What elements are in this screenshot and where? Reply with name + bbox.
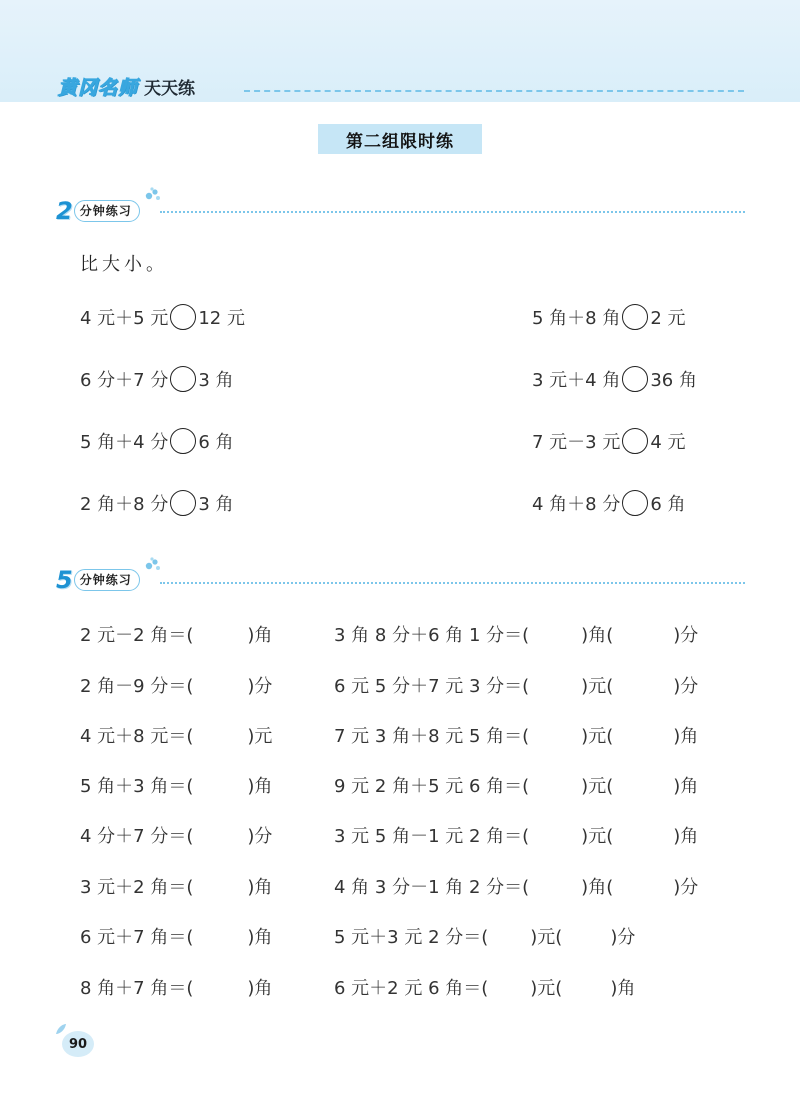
fill-mid: )元(: [530, 978, 563, 999]
fill-item: [334, 772, 698, 798]
fill-mid: )元(: [581, 676, 614, 697]
section1-divider: [160, 211, 745, 213]
fill-expr: 6 元 5 分＋7 元 3 分＝(: [334, 676, 530, 697]
fill-expr: 5 角＋3 角＝(: [80, 776, 194, 797]
compare-item: [532, 426, 686, 456]
fill-item: [334, 923, 635, 949]
fill-item: [80, 672, 272, 698]
compare-left-expr: 7 元－3 元: [532, 432, 621, 453]
compare-left-expr: 4 元＋5 元: [80, 308, 169, 329]
compare-right-value: 3 角: [198, 494, 234, 515]
fill-expr: 4 分＋7 分＝(: [80, 826, 194, 847]
compare-circle[interactable]: [622, 428, 648, 454]
section1-heading: [56, 196, 140, 226]
fill-unit: )分: [673, 625, 699, 646]
fill-expr: 7 元 3 角＋8 元 5 角＝(: [334, 726, 530, 747]
fill-expr: 6 元＋7 角＝(: [80, 927, 194, 948]
fill-item: [80, 621, 272, 647]
fill-expr: 2 角－9 分＝(: [80, 676, 194, 697]
section2-number: 5: [56, 566, 73, 594]
compare-left-expr: 5 角＋4 分: [80, 432, 169, 453]
compare-item: [532, 302, 686, 332]
brand-logo: 黄冈名师: [58, 77, 139, 99]
fill-expr: 4 元＋8 元＝(: [80, 726, 194, 747]
compare-circle[interactable]: [622, 490, 648, 516]
fill-expr: 3 元 5 角－1 元 2 角＝(: [334, 826, 530, 847]
splash-icon: [143, 556, 163, 574]
fill-unit: )分: [673, 877, 699, 898]
compare-right-value: 3 角: [198, 370, 234, 391]
fill-item: [80, 873, 272, 899]
splash-icon: [143, 186, 163, 204]
compare-left-expr: 6 分＋7 分: [80, 370, 169, 391]
fill-item: [334, 722, 698, 748]
compare-item: [80, 302, 245, 332]
fill-unit: )角: [610, 978, 636, 999]
section2-heading: [56, 565, 140, 595]
section2-label: 分钟练习: [74, 569, 140, 591]
fill-item: [334, 672, 698, 698]
section2-divider: [160, 582, 745, 584]
compare-left-expr: 3 元＋4 角: [532, 370, 621, 391]
compare-circle[interactable]: [170, 366, 196, 392]
fill-expr: 8 角＋7 角＝(: [80, 978, 194, 999]
compare-circle[interactable]: [622, 366, 648, 392]
compare-item: [80, 364, 234, 394]
fill-expr: 2 元－2 角＝(: [80, 625, 194, 646]
fill-item: [334, 974, 635, 1000]
compare-item: [80, 426, 234, 456]
page-number: 90: [62, 1031, 94, 1057]
compare-circle[interactable]: [170, 304, 196, 330]
fill-expr: 6 元＋2 元 6 角＝(: [334, 978, 489, 999]
compare-left-expr: 5 角＋8 角: [532, 308, 621, 329]
header-divider: [244, 90, 744, 92]
section1-label: 分钟练习: [74, 200, 140, 222]
compare-right-value: 6 角: [650, 494, 686, 515]
section1-number: 2: [56, 197, 73, 225]
fill-item: [334, 621, 698, 647]
fill-unit: )角: [673, 826, 699, 847]
fill-unit: )角: [673, 726, 699, 747]
fill-unit: )角: [247, 877, 273, 898]
fill-mid: )元(: [530, 927, 563, 948]
compare-item: [532, 364, 697, 394]
fill-item: [80, 974, 272, 1000]
fill-expr: 5 元＋3 元 2 分＝(: [334, 927, 489, 948]
fill-unit: )角: [673, 776, 699, 797]
compare-left-expr: 4 角＋8 分: [532, 494, 621, 515]
fill-unit: )分: [247, 826, 273, 847]
compare-right-value: 4 元: [650, 432, 686, 453]
fill-unit: )分: [247, 676, 273, 697]
compare-right-value: 12 元: [198, 308, 245, 329]
compare-right-value: 6 角: [198, 432, 234, 453]
instruction: 比大小。: [80, 254, 168, 275]
fill-unit: )角: [247, 927, 273, 948]
fill-expr: 4 角 3 分－1 角 2 分＝(: [334, 877, 530, 898]
fill-item: [80, 923, 272, 949]
compare-left-expr: 2 角＋8 分: [80, 494, 169, 515]
compare-right-value: 36 角: [650, 370, 697, 391]
fill-item: [334, 873, 698, 899]
fill-expr: 3 元＋2 角＝(: [80, 877, 194, 898]
compare-item: [532, 488, 686, 518]
compare-circle[interactable]: [170, 490, 196, 516]
fill-item: [334, 822, 698, 848]
fill-item: [80, 722, 272, 748]
fill-mid: )元(: [581, 776, 614, 797]
fill-mid: )元(: [581, 826, 614, 847]
fill-expr: 3 角 8 分＋6 角 1 分＝(: [334, 625, 530, 646]
fill-unit: )分: [610, 927, 636, 948]
compare-right-value: 2 元: [650, 308, 686, 329]
fill-mid: )元(: [581, 726, 614, 747]
brand-series: 天天练: [144, 79, 196, 99]
brand: [58, 73, 195, 100]
fill-item: [80, 772, 272, 798]
compare-item: [80, 488, 234, 518]
page-title: 第二组限时练: [318, 124, 482, 154]
fill-mid: )角(: [581, 625, 614, 646]
fill-unit: )分: [673, 676, 699, 697]
fill-unit: )角: [247, 776, 273, 797]
compare-circle[interactable]: [622, 304, 648, 330]
fill-unit: )角: [247, 625, 273, 646]
fill-expr: 9 元 2 角＋5 元 6 角＝(: [334, 776, 530, 797]
fill-mid: )角(: [581, 877, 614, 898]
fill-unit: )角: [247, 978, 273, 999]
fill-unit: )元: [247, 726, 273, 747]
fill-item: [80, 822, 272, 848]
compare-circle[interactable]: [170, 428, 196, 454]
